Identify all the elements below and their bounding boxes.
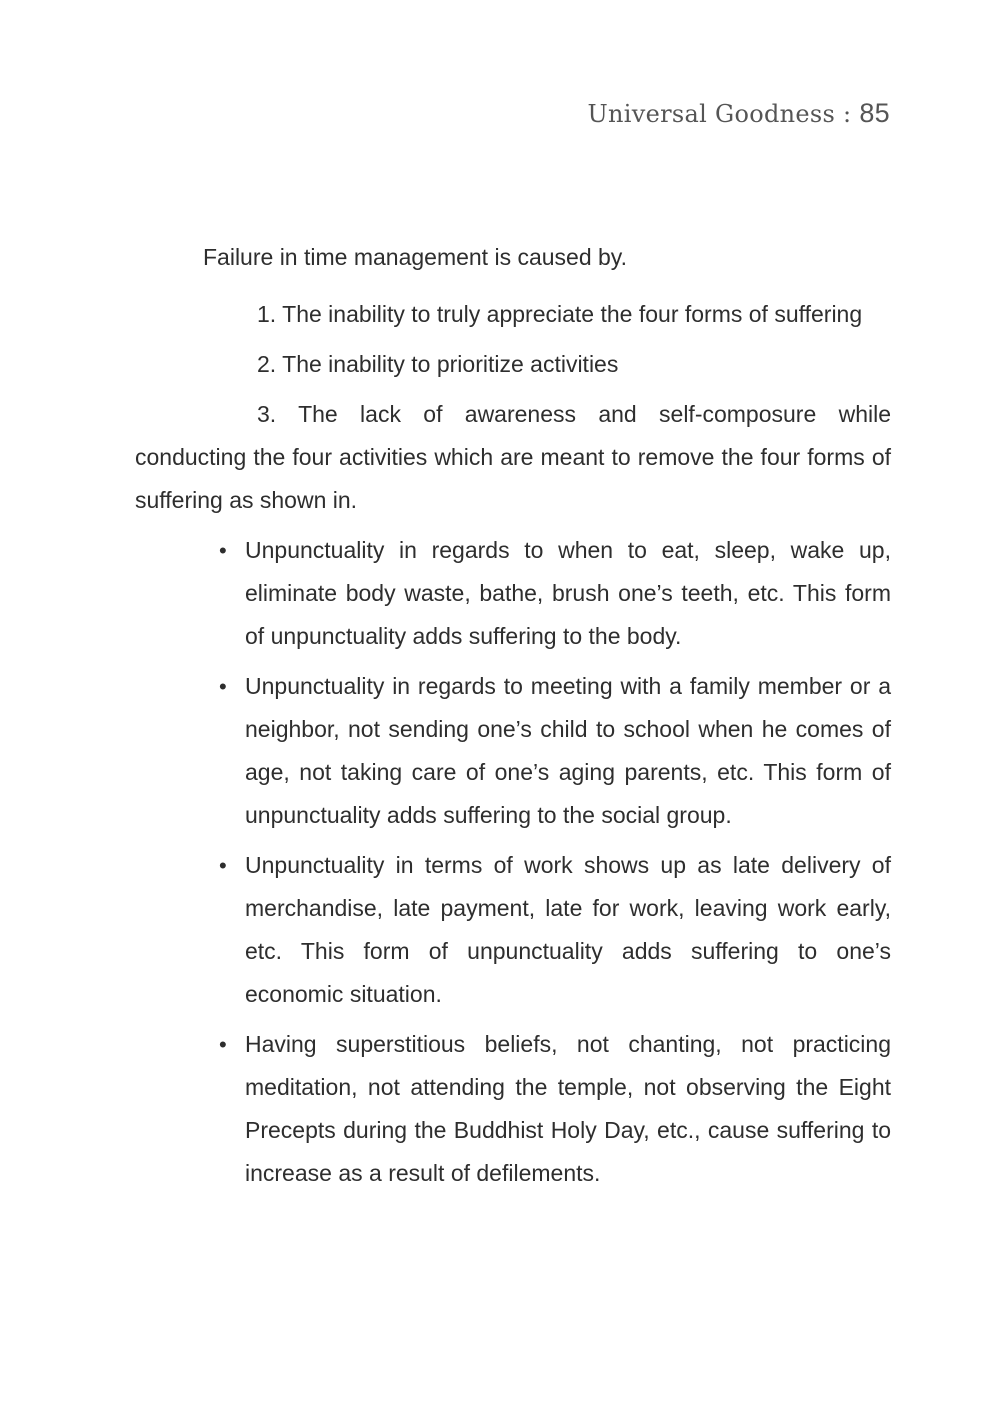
bullet-text: Unpunctuality in regards to meeting with a family member or a neighbor, not sending one’s child to school when he comes of age, not taking care of one’s aging parents, etc. This form of unpunctuality adds suffering to the social group. xyxy=(245,673,891,828)
bullet-item xyxy=(135,665,891,837)
running-header xyxy=(587,98,890,129)
bullet-text: Unpunctuality in regards to when to eat, sleep, wake up, eliminate body waste, bathe, brush one’s teeth, etc. This form of unpunctuality adds suffering to the body. xyxy=(245,537,891,649)
numbered-item-3: 3. The lack of awareness and self-composure while conducting the four activities which are meant to remove the four forms of suffering as shown in. xyxy=(135,401,891,513)
bullet-icon: • xyxy=(219,674,227,699)
bullet-item xyxy=(135,1023,891,1195)
page-body xyxy=(135,236,891,1202)
bullet-item xyxy=(135,844,891,1016)
page-number: 85 xyxy=(859,98,890,128)
bullet-text: Unpunctuality in terms of work shows up as late delivery of merchandise, late payment, late for work, leaving work early, etc. This form of unpunctuality adds suffering to one’s economic situation. xyxy=(245,852,891,1007)
intro-paragraph: Failure in time management is caused by. xyxy=(203,244,627,270)
bullet-icon: • xyxy=(219,853,227,878)
numbered-item-2: 2. The inability to prioritize activities xyxy=(257,351,619,377)
running-title: Universal Goodness : xyxy=(587,100,852,128)
bullet-list xyxy=(135,529,891,1195)
bullet-text: Having superstitious beliefs, not chanting, not practicing meditation, not attending the temple, not observing the Eight Precepts during the Buddhist Holy Day, etc., cause suffering to increase as a result of defilements. xyxy=(245,1031,891,1186)
bullet-item xyxy=(135,529,891,658)
numbered-item-1: 1. The inability to truly appreciate the four forms of suffering xyxy=(257,301,863,327)
bullet-icon: • xyxy=(219,538,227,563)
bullet-icon: • xyxy=(219,1032,227,1057)
